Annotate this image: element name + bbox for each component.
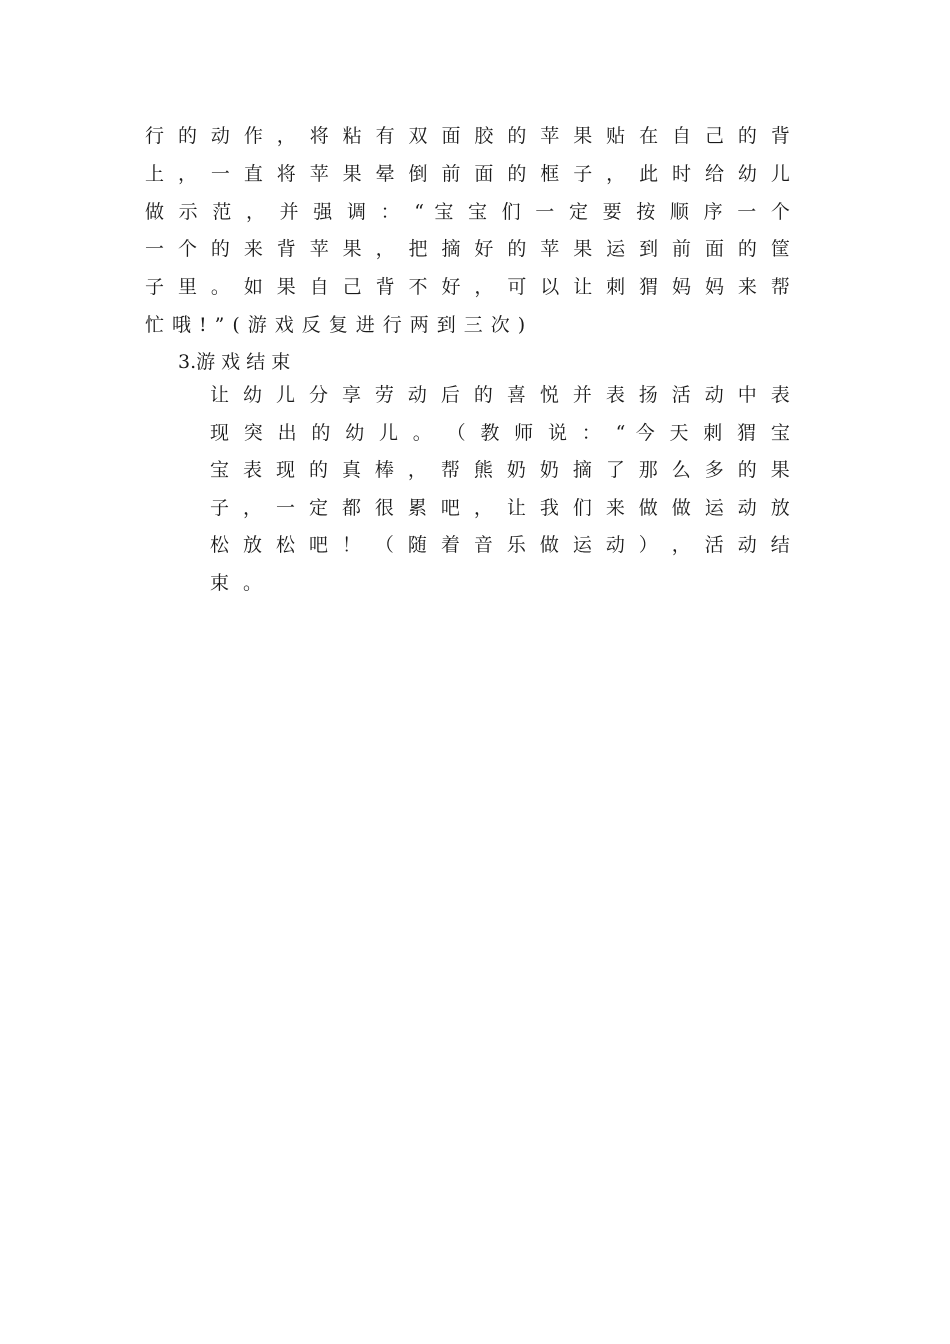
text-line: 子 里 。 如 果 自 己 背 不 好 ， 可 以 让 刺 猬 妈 妈 来 帮 — [145, 276, 790, 298]
text-line: 上 ， 一 直 将 苹 果 晕 倒 前 面 的 框 子 ， 此 时 给 幼 儿 — [145, 163, 790, 185]
text-line: 行 的 动 作 ， 将 粘 有 双 面 胶 的 苹 果 贴 在 自 己 的 背 — [145, 125, 790, 147]
text-line: 忙哦!”(游戏反复进行两到三次) — [145, 314, 534, 336]
text-line: 做 示 范 ， 并 强 调 ： “ 宝 宝 们 一 定 要 按 顺 序 一 个 — [145, 201, 790, 223]
text-line: 束。 — [210, 572, 277, 594]
text-line: 现 突 出 的 幼 儿 。 （ 教 师 说 ： “ 今 天 刺 猬 宝 — [210, 422, 790, 444]
section-heading: 3.游 戏 结 束 — [178, 351, 291, 373]
text-line: 宝 表 现 的 真 棒 ， 帮 熊 奶 奶 摘 了 那 么 多 的 果 — [210, 459, 790, 481]
text-line: 松 放 松 吧 ！ （ 随 着 音 乐 做 运 动 ） ， 活 动 结 — [210, 534, 790, 556]
text-line: 一 个 的 来 背 苹 果 ， 把 摘 好 的 苹 果 运 到 前 面 的 筐 — [145, 238, 790, 260]
text-line: 子 ， 一 定 都 很 累 吧 ， 让 我 们 来 做 做 运 动 放 — [210, 497, 790, 519]
text-line: 让 幼 儿 分 享 劳 动 后 的 喜 悦 并 表 扬 活 动 中 表 — [210, 384, 790, 406]
